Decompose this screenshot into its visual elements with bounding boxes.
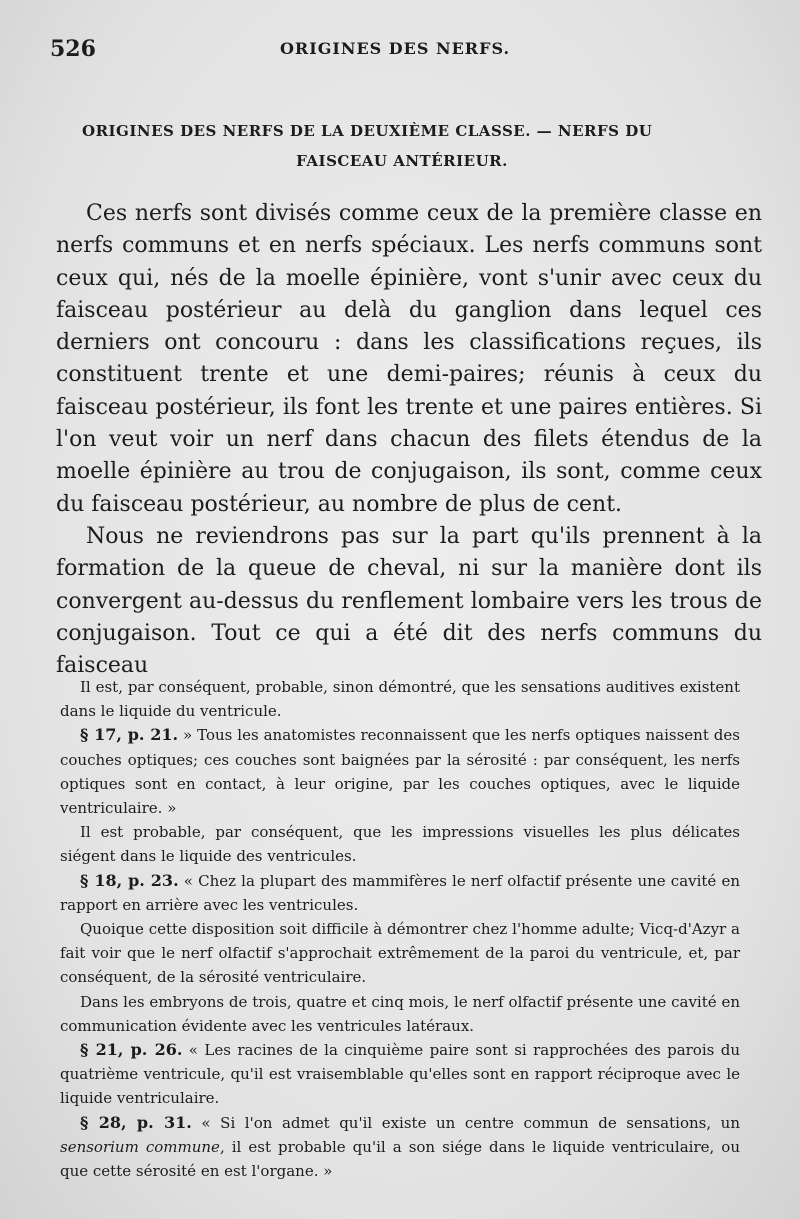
paragraph-2: Nous ne reviendrons pas sur la part qu'ils prennent à la formation de la queue de cheval, ni sur la manière dont ils convergent au-dessus du renflement lombaire vers les trous de conjugaison. Tout ce qui a été dit des nerfs communs du faisceau: [56, 523, 762, 679]
notes-block: [60, 675, 740, 1183]
section-reference: § 18, p. 23.: [80, 870, 179, 890]
note-text: « Les racines de la cinquième paire sont si rapprochées des parois du quatrième ventricule, qu'il est vraisemblable qu'elles sont en rapport réciproque avec le liquide ventriculaire.: [60, 1041, 740, 1108]
note-text: , il est probable qu'il a son siége dans le liquide ventriculaire, ou que cette sérosité en est l'organe. »: [60, 1137, 740, 1181]
note-text: « Chez la plupart des mammifères le nerf olfactif présente une cavité en rapport en arrière avec les ventricules.: [60, 871, 740, 914]
note-paragraph: [60, 1038, 740, 1111]
note-paragraph: Dans les embryons de trois, quatre et cinq mois, le nerf olfactif présente une cavité en communication évidente avec les ventricules latéraux.: [60, 992, 740, 1035]
running-title: ORIGINES DES NERFS.: [279, 39, 511, 58]
section-reference: § 21, p. 26.: [80, 1040, 183, 1060]
note-paragraph: [60, 1111, 740, 1184]
section-reference: § 28, p. 31.: [80, 1112, 192, 1132]
note-italic-term: sensorium commune: [60, 1137, 220, 1156]
note-text: « Si l'on admet qu'il existe un centre commun de sensations, un: [191, 1113, 740, 1132]
running-header: [50, 36, 740, 66]
section-title-line-2: FAISCEAU ANTÉRIEUR.: [296, 152, 508, 170]
note-paragraph: [60, 869, 740, 917]
page-number: 526: [50, 36, 96, 62]
paragraph-1: Ces nerfs sont divisés comme ceux de la première classe en nerfs communs et en nerfs spéciaux. Les nerfs communs sont ceux qui, nés de la moelle épinière, vont s'unir avec ceux du faisceau postérieur au delà du ganglion dans lequel ces derniers ont concouru : dans les classifications reçues, ils constituent trente et une demi-paires; réunis à ceux du faisceau postérieur, ils font les trente et une paires entières. Si l'on veut voir un nerf dans chacun des filets étendus de la moelle épinière au trou de conjugaison, ils sont, comme ceux du faisceau postérieur, au nombre de plus de cent.: [56, 201, 762, 517]
note-paragraph: Quoique cette disposition soit difficile à démontrer chez l'homme adulte; Vicq-d'Azyr a fait voir que le nerf olfactif s'approchait extrêmement de la paroi du ventricule, et, par conséquent, de la sérosité ventriculaire.: [60, 920, 740, 987]
note-paragraph: Il est probable, par conséquent, que les impressions visuelles les plus délicates siégent dans le liquide des ventricules.: [60, 823, 740, 866]
note-paragraph: [60, 723, 740, 820]
section-title: [82, 116, 722, 176]
section-reference: § 17, p. 21.: [80, 725, 179, 745]
main-text: [56, 198, 762, 682]
section-title-line-1: ORIGINES DES NERFS DE LA DEUXIÈME CLASSE. — NERFS DU: [82, 122, 653, 140]
note-paragraph: Il est, par conséquent, probable, sinon démontré, que les sensations auditives existent dans le liquide du ventricule.: [60, 678, 740, 721]
note-text: » Tous les anatomistes reconnaissent que les nerfs optiques naissent des couches optiques; ces couches sont baignées par la sérosité : par conséquent, les nerfs optiques sont en contact, à leur origine, par les couches optiques, avec le liquide ventriculaire. »: [60, 726, 740, 818]
